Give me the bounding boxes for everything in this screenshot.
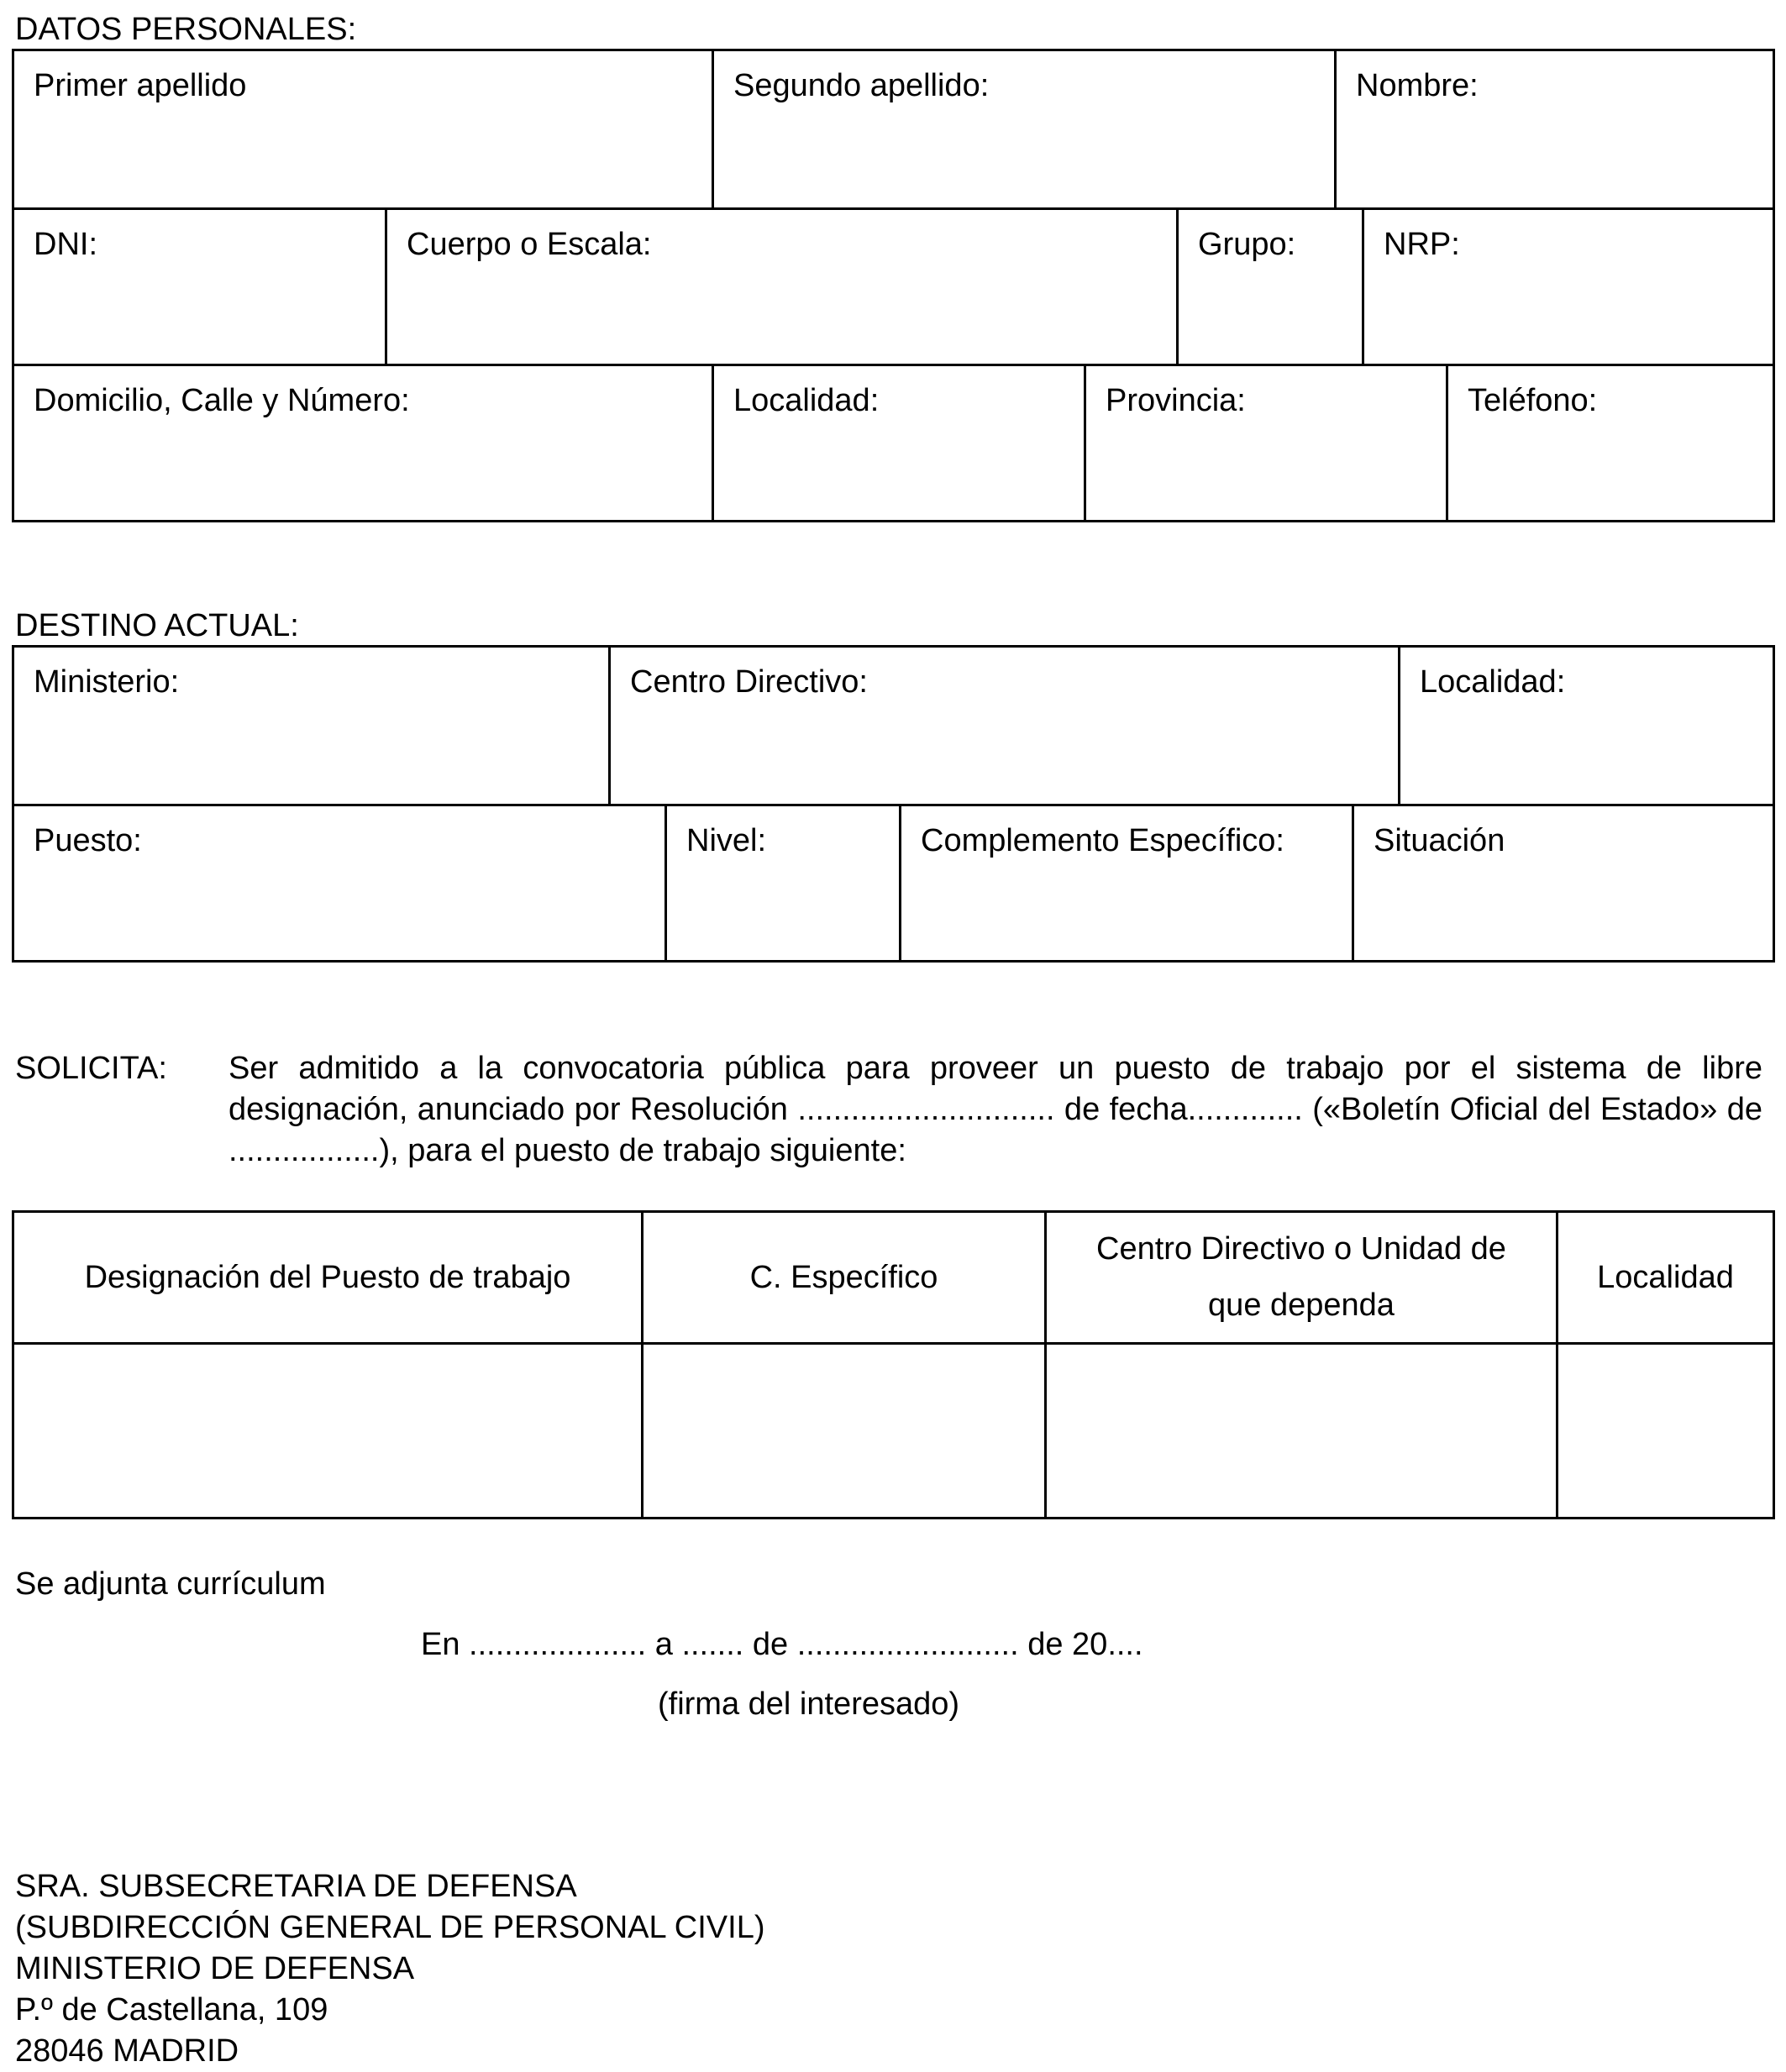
ministerio-field[interactable]: Ministerio: [34, 664, 180, 700]
address-line-4: P.º de Castellana, 109 [15, 1992, 328, 2027]
nivel-field[interactable]: Nivel: [664, 806, 899, 960]
address-line-2: (SUBDIRECCIÓN GENERAL DE PERSONAL CIVIL) [15, 1910, 765, 1945]
destino-actual-grid [12, 645, 1775, 963]
destino-row-1 [14, 648, 1773, 804]
designacion-input-cell[interactable] [14, 1345, 641, 1517]
primer-apellido-field[interactable]: Primer apellido [34, 68, 247, 103]
situacion-field[interactable]: Situación [1352, 806, 1773, 960]
solicita-label: SOLICITA: [15, 1051, 167, 1086]
datos-row-1 [14, 51, 1773, 207]
cuerpo-escala-field[interactable]: Cuerpo o Escala: [385, 210, 1176, 364]
domicilio-field[interactable]: Domicilio, Calle y Número: [34, 383, 410, 418]
solicita-text: Ser admitido a la convocatoria pública para proveer un puesto de trabajo por el sistema de libre designación, anunciado por Resolución ............................. de fecha............. («Boletín Oficial del Estado» de .................), para el puesto de trabajo siguiente: [229, 1051, 1762, 1168]
datos-row-2 [14, 207, 1773, 364]
localidad-field[interactable]: Localidad: [712, 366, 1084, 520]
grupo-field[interactable]: Grupo: [1176, 210, 1362, 364]
header-c-especifico: C. Específico [641, 1213, 1044, 1342]
centro-directivo-input-cell[interactable] [1044, 1345, 1556, 1517]
puesto-solicitado-table [12, 1210, 1775, 1519]
destino-localidad-field[interactable]: Localidad: [1398, 648, 1773, 804]
address-line-1: SRA. SUBSECRETARIA DE DEFENSA [15, 1869, 577, 1904]
destino-actual-title: DESTINO ACTUAL: [15, 608, 299, 643]
localidad-input-cell[interactable] [1556, 1345, 1773, 1517]
segundo-apellido-field[interactable]: Segundo apellido: [712, 51, 1334, 207]
c-especifico-input-cell[interactable] [641, 1345, 1044, 1517]
dni-field[interactable]: DNI: [34, 227, 97, 262]
nrp-field[interactable]: NRP: [1362, 210, 1773, 364]
address-line-5: 28046 MADRID [15, 2033, 239, 2069]
nombre-field[interactable]: Nombre: [1334, 51, 1773, 207]
adjunta-curriculum: Se adjunta currículum [15, 1566, 326, 1602]
table-row [14, 1345, 1773, 1517]
header-designacion: Designación del Puesto de trabajo [84, 1259, 571, 1295]
address-line-3: MINISTERIO DE DEFENSA [15, 1951, 415, 1986]
complemento-especifico-field[interactable]: Complemento Específico: [899, 806, 1352, 960]
solicita-block [15, 1048, 1762, 1172]
destino-row-2 [14, 804, 1773, 960]
header-localidad: Localidad [1556, 1213, 1773, 1342]
centro-directivo-field[interactable]: Centro Directivo: [608, 648, 1398, 804]
datos-personales-grid [12, 49, 1775, 522]
datos-personales-title: DATOS PERSONALES: [15, 12, 357, 47]
telefono-field[interactable]: Teléfono: [1446, 366, 1773, 520]
firma-label: (firma del interesado) [658, 1686, 960, 1722]
puesto-field[interactable]: Puesto: [34, 823, 142, 858]
datos-row-3 [14, 364, 1773, 520]
header-centro-directivo: Centro Directivo o Unidad de que dependa [1044, 1213, 1556, 1342]
table-header-row [14, 1213, 1773, 1345]
provincia-field[interactable]: Provincia: [1084, 366, 1446, 520]
destinatario-address [15, 1866, 764, 2072]
fecha-line: En .................... a ....... de ......................... de 20.... [421, 1627, 1143, 1662]
